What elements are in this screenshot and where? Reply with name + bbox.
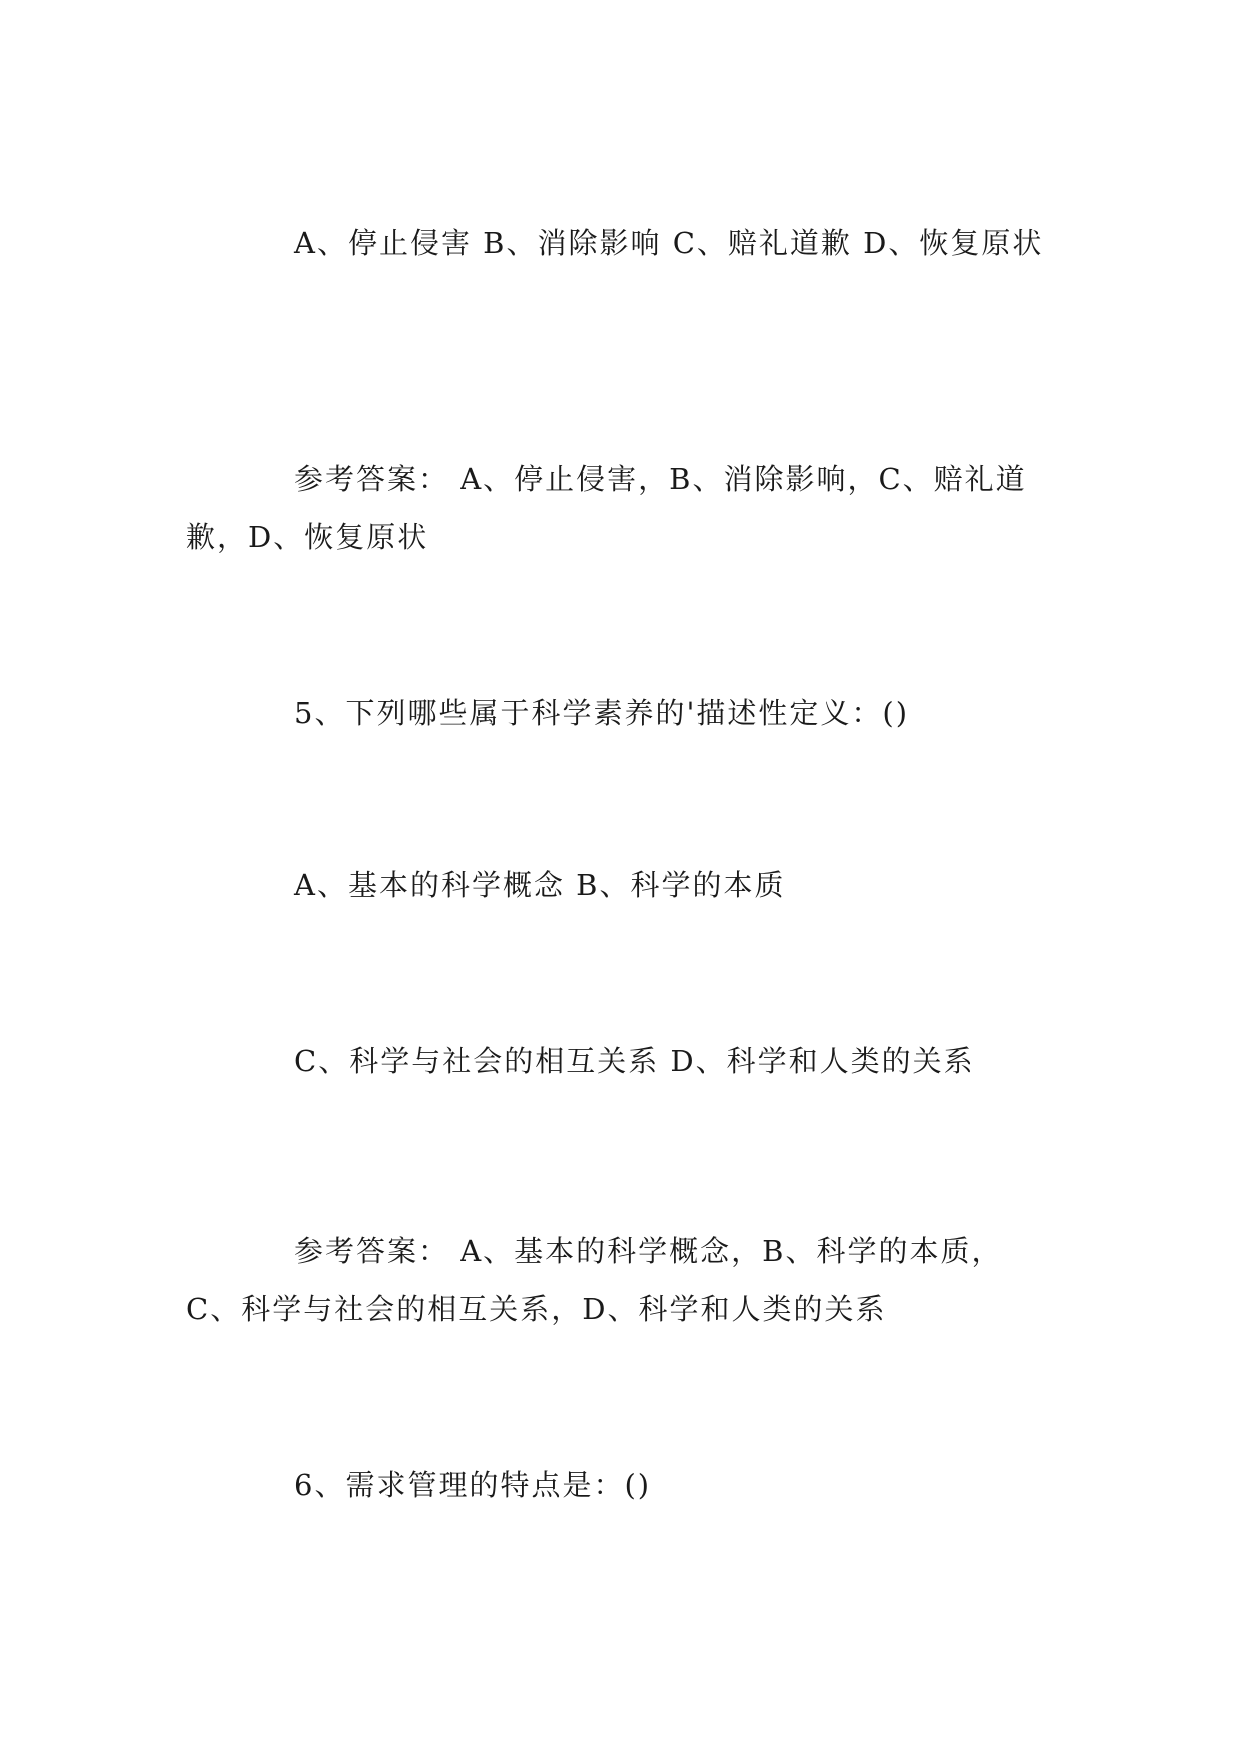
options-question-5-cd: C、科学与社会的相互关系 D、科学和人类的关系 xyxy=(294,1044,975,1078)
question-6-text: 6、需求管理的特点是：() xyxy=(294,1468,652,1502)
options-question-5-ab: A、基本的科学概念 B、科学的本质 xyxy=(294,868,786,902)
answer-question-5: 参考答案： A、基本的科学概念，B、科学的本质，C、科学与社会的相互关系，D、科学和人类的关系 xyxy=(186,1234,1003,1326)
options-question-4: A、停止侵害 B、消除影响 C、赔礼道歉 D、恢复原状 xyxy=(294,226,1044,260)
answer-question-4: 参考答案： A、停止侵害，B、消除影响，C、赔礼道歉，D、恢复原状 xyxy=(186,462,1027,554)
question-5-text: 5、下列哪些属于科学素养的'描述性定义：() xyxy=(294,696,910,730)
